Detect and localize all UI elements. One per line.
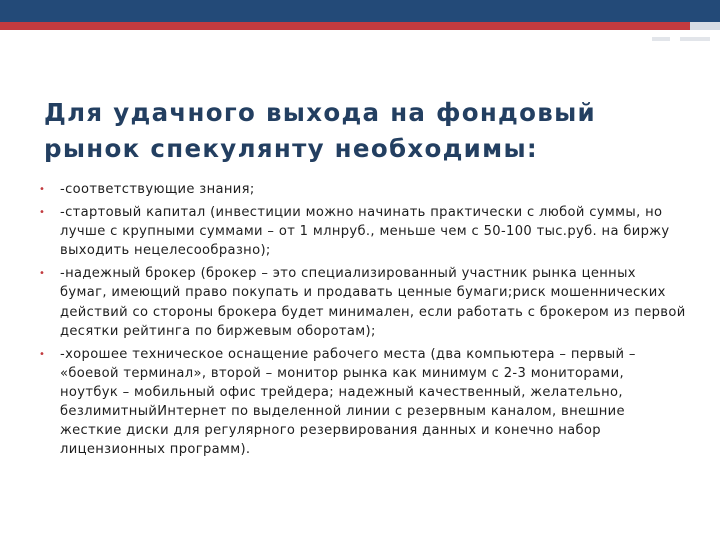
bullet-item <box>36 264 686 340</box>
bullet-item <box>36 345 686 460</box>
bullet-text: -надежный брокер (брокер – это специализированный участник рынка ценных бумаг, имеющий право покупать и продавать ценные бумаги;риск мошеннических действий со стороны брокера будет минимален, если работать с брокером из первой десятки рейтинга по биржевым оборотам); <box>60 266 686 339</box>
header-band <box>0 0 720 22</box>
bullet-item <box>36 203 686 260</box>
bullet-item <box>36 180 686 199</box>
bullet-text: -стартовый капитал (инвестиции можно начинать практически с любой суммы, но лучше с крупными суммами – от 1 млнруб., меньше чем с 50-100 тыс.руб. на биржу выходить нецелесообразно); <box>60 205 670 259</box>
bullet-list <box>36 180 686 463</box>
bullet-marker: • <box>39 348 46 360</box>
bullet-text: -соответствующие знания; <box>60 182 255 197</box>
bullet-marker: • <box>39 207 46 219</box>
decorative-bar <box>680 37 710 41</box>
bullet-marker: • <box>39 268 46 280</box>
header-accent-end <box>690 22 720 30</box>
bullet-marker: • <box>39 184 46 195</box>
slide-title: Для удачного выхода на фондовый рынок спекулянту необходимы: <box>44 98 597 163</box>
decorative-bar <box>652 37 670 41</box>
bullet-text: -хорошее техническое оснащение рабочего места (два компьютера – первый – «боевой терминал», второй – монитор рынка как минимум с 2-3 мониторами, ноутбук – мобильный офис трейдера; надежный качественный, желательно, безлимитныйИнтернет по выделенной линии с резервным каналом, внешние жесткие диски для регулярного резервирования данных и конечно набор лицензионных программ). <box>60 346 636 458</box>
header-accent-stripe <box>0 22 720 30</box>
